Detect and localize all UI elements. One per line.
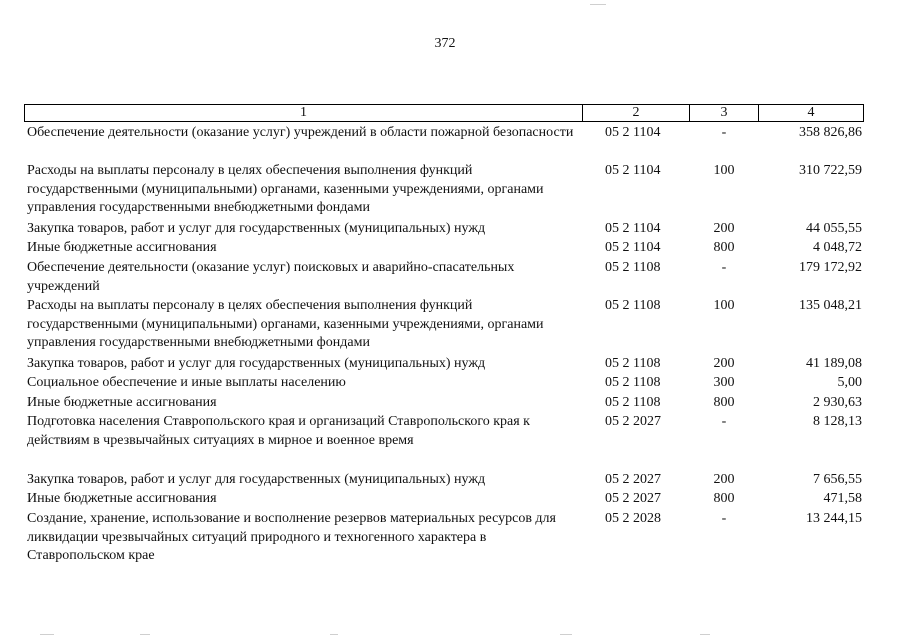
row-code: 05 2 1104 xyxy=(605,125,661,140)
row-type: - xyxy=(721,260,727,275)
row-description: Закупка товаров, работ и услуг для государственных (муниципальных) нужд xyxy=(27,472,486,487)
row-code: 05 2 1108 xyxy=(605,356,661,371)
row-type: 800 xyxy=(713,491,735,506)
row-amount: 135 048,21 xyxy=(799,298,862,313)
row-description: Обеспечение деятельности (оказание услуг) учреждений в области пожарной безопасности xyxy=(27,125,574,140)
row-description: Социальное обеспечение и иные выплаты населению xyxy=(27,375,346,390)
row-type: 100 xyxy=(713,298,735,313)
scan-speck xyxy=(330,634,338,635)
row-type: 800 xyxy=(713,240,735,255)
row-type: 100 xyxy=(713,163,735,178)
row-code: 05 2 1108 xyxy=(605,395,661,410)
row-description: Иные бюджетные ассигнования xyxy=(27,240,217,255)
row-amount: 44 055,55 xyxy=(806,221,862,236)
header-col-3: 3 xyxy=(689,104,759,122)
row-type: 200 xyxy=(713,221,735,236)
row-code: 05 2 1104 xyxy=(605,221,661,236)
row-type: 200 xyxy=(713,472,735,487)
row-code: 05 2 2027 xyxy=(605,472,661,487)
row-code: 05 2 2027 xyxy=(605,491,661,506)
row-amount: 358 826,86 xyxy=(799,125,862,140)
row-amount: 7 656,55 xyxy=(813,472,862,487)
row-amount: 2 930,63 xyxy=(813,395,862,410)
row-description: Закупка товаров, работ и услуг для государственных (муниципальных) нужд xyxy=(27,221,486,236)
row-description: Подготовка населения Ставропольского края и организаций Ставропольского края к действиям в чрезвычайных ситуациях в мирное и военное время xyxy=(27,414,530,448)
row-description: Иные бюджетные ассигнования xyxy=(27,491,217,506)
row-description: Закупка товаров, работ и услуг для государственных (муниципальных) нужд xyxy=(27,356,486,371)
row-code: 05 2 1108 xyxy=(605,298,661,313)
header-col-4: 4 xyxy=(758,104,864,122)
scan-speck xyxy=(590,4,606,5)
row-amount: 471,58 xyxy=(823,491,862,506)
row-amount: 13 244,15 xyxy=(806,511,862,526)
scan-speck xyxy=(40,634,54,635)
row-description: Расходы на выплаты персоналу в целях обеспечения выполнения функций государственными (муниципальными) органами, казенными учреждениями, органами управления государственными внебюджетными фондами xyxy=(27,163,544,215)
row-code: 05 2 2028 xyxy=(605,511,661,526)
row-type: 300 xyxy=(713,375,735,390)
row-type: - xyxy=(721,414,727,429)
row-amount: 4 048,72 xyxy=(813,240,862,255)
row-type: 800 xyxy=(713,395,735,410)
row-amount: 8 128,13 xyxy=(813,414,862,429)
row-amount: 41 189,08 xyxy=(806,356,862,371)
scan-speck xyxy=(700,634,710,635)
row-amount: 179 172,92 xyxy=(799,260,862,275)
header-col-1: 1 xyxy=(24,104,583,122)
row-code: 05 2 1104 xyxy=(605,163,661,178)
header-col-2: 2 xyxy=(582,104,690,122)
row-type: - xyxy=(721,511,727,526)
row-type: 200 xyxy=(713,356,735,371)
row-code: 05 2 1108 xyxy=(605,260,661,275)
row-code: 05 2 1104 xyxy=(605,240,661,255)
row-code: 05 2 2027 xyxy=(605,414,661,429)
scan-speck xyxy=(140,634,150,635)
row-type: - xyxy=(721,125,727,140)
scan-speck xyxy=(560,634,572,635)
row-description: Обеспечение деятельности (оказание услуг) поисковых и аварийно-спасательных учреждений xyxy=(27,260,515,294)
row-description: Расходы на выплаты персоналу в целях обеспечения выполнения функций государственными (муниципальными) органами, казенными учреждениями, органами управления государственными внебюджетными фондами xyxy=(27,298,544,350)
page-number: 372 xyxy=(434,36,456,51)
row-description: Создание, хранение, использование и восполнение резервов материальных ресурсов для ликвидации чрезвычайных ситуаций природного и техногенного характера в Ставропольском крае xyxy=(27,511,556,563)
row-description: Иные бюджетные ассигнования xyxy=(27,395,217,410)
row-amount: 5,00 xyxy=(837,375,862,390)
row-amount: 310 722,59 xyxy=(799,163,862,178)
row-code: 05 2 1108 xyxy=(605,375,661,390)
